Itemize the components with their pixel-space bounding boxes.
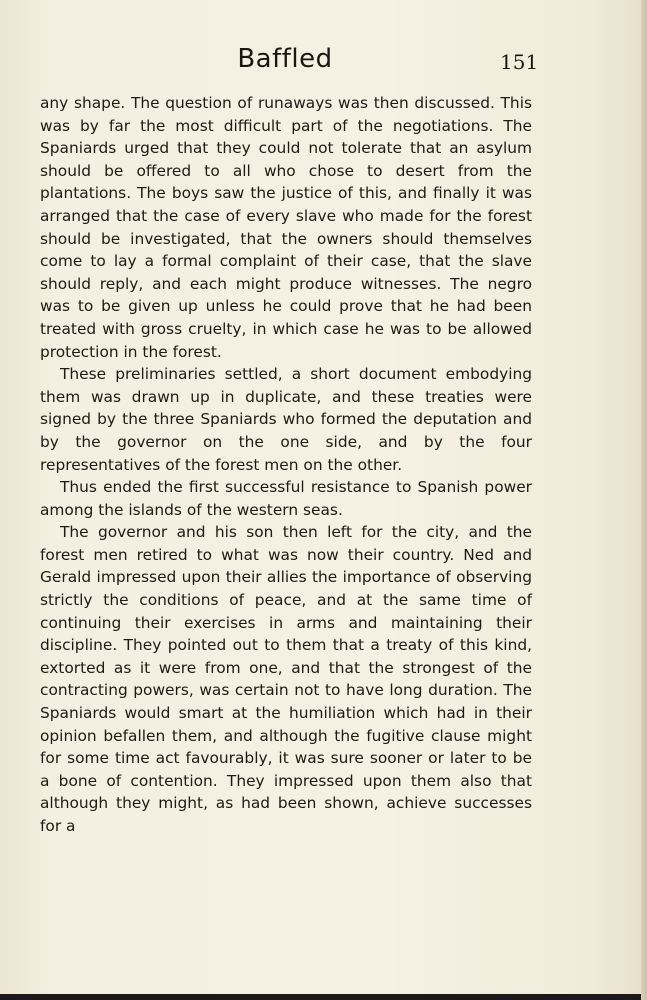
paragraph-2: These preliminaries settled, a short document embodying them was drawn up in duplicate, and these treaties were signed by the three Spaniards who formed the deputation and by the governor on the one side, and by the four representatives of the forest men on the other. [40,365,532,474]
scan-bottom-edge [0,994,647,1000]
page-number: 151 [500,50,539,74]
paragraph-4: The governor and his son then left for the city, and the forest men retired to what was now their country. Ned and Gerald impressed upon their allies the importance of observing strictly the conditions of peace, and at the same time of continuing their exercises in arms and maintaining their discipline. They pointed out to them that a treaty of this kind, extorted as it were from one, and that the strongest of the contracting powers, was certain not to have long duration. The Spaniards would smart at the humiliation which had in their opinion befallen them, and although the fugitive clause might for some time act favourably, it was sure sooner or later to be a bone of contention. They impressed upon them also that although they might, as had been shown, achieve successes for a [40,523,532,835]
paragraph-3: Thus ended the first successful resistance to Spanish power among the islands of the western seas. [40,478,532,519]
running-head [0,44,647,84]
chapter-title: Baffled [237,44,333,74]
paragraph-1: any shape. The question of runaways was then discussed. This was by far the most difficult part of the negotiations. The Spaniards urged that they could not tolerate that an asylum should be offered to all who chose to desert from the plantations. The boys saw the justice of this, and finally it was arranged that the case of every slave who made for the forest should be investigated, that the owners should themselves come to lay a formal complaint of their case, that the slave should reply, and each might produce witnesses. The negro was to be given up unless he could prove that he had been treated with gross cruelty, in which case he was to be allowed protection in the forest. [40,94,532,361]
body-text [40,92,532,838]
